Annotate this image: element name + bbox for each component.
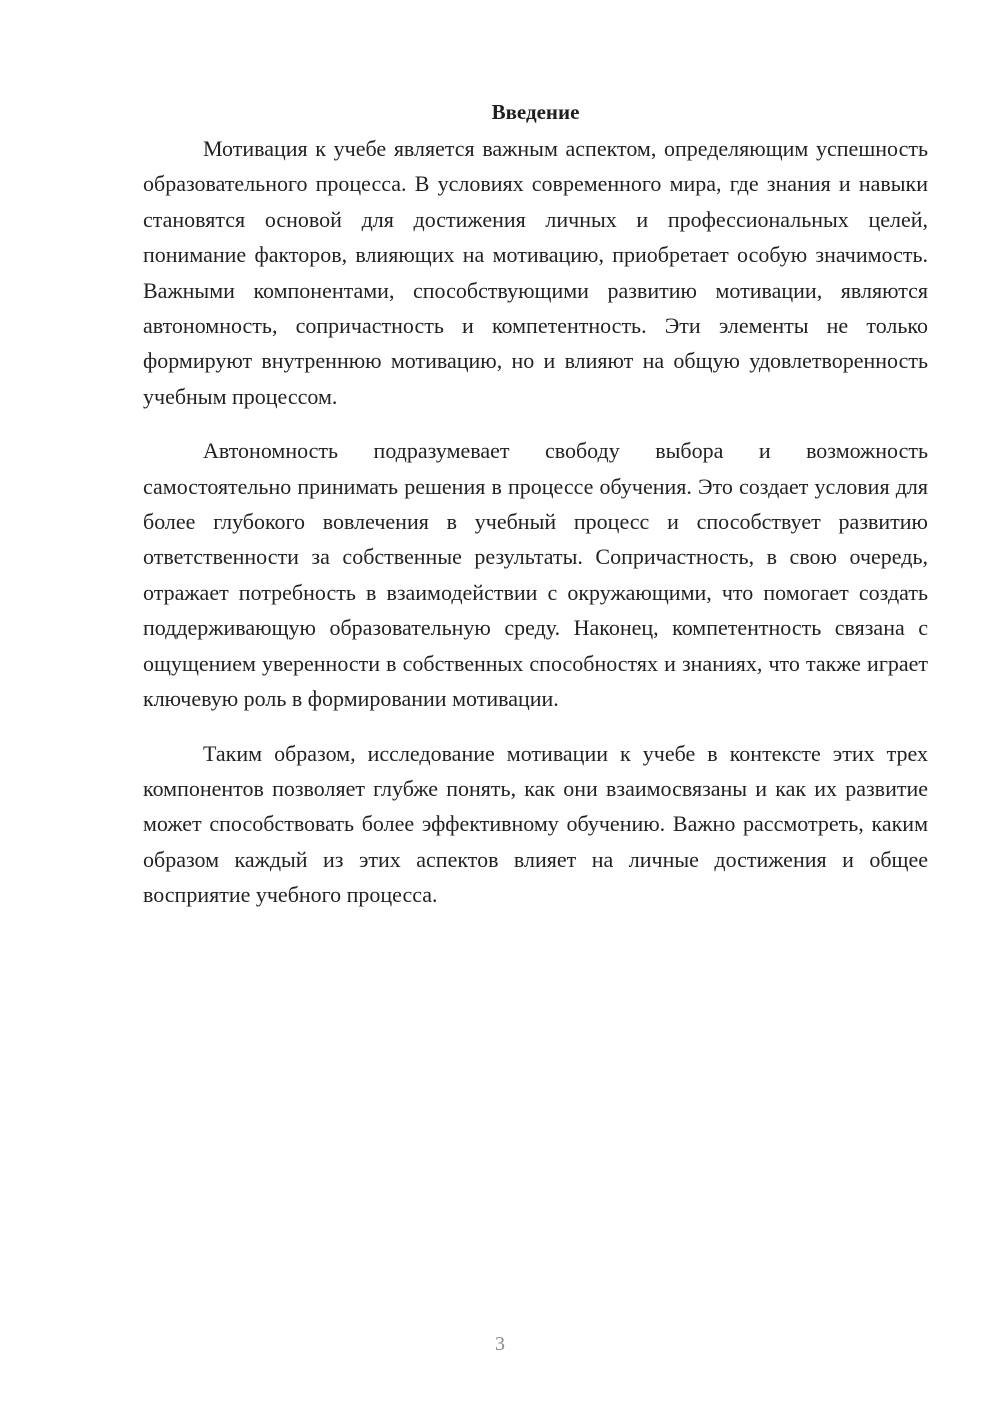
page-number: 3 bbox=[495, 1333, 505, 1355]
section-title: Введение bbox=[491, 100, 580, 124]
paragraph-2: Автономность подразумевает свободу выбора и возможность самостоятельно принимать решения в процессе обучения. Это создает условия для более глубокого вовлечения в учебный процесс и способствует развитию ответственности за собственные результаты. Сопричастность, в свою очередь, отражает потребность в взаимодействии с окружающими, что помогает создать поддерживающую образовательную среду. Наконец, компетентность связана с ощущением уверенности в собственных способностях и знаниях, что также играет ключевую роль в формировании мотивации. bbox=[143, 438, 928, 712]
paragraph-1: Мотивация к учебе является важным аспектом, определяющим успешность образовательного процесса. В условиях современного мира, где знания и навыки становятся основой для достижения личных и профессиональных целей, понимание факторов, влияющих на мотивацию, приобретает особую значимость. Важными компонентами, способствующими развитию мотивации, являются автономность, сопричастность и компетентность. Эти элементы не только формируют внутреннюю мотивацию, но и влияют на общую удовлетворенность учебным процессом. bbox=[143, 136, 928, 409]
page-content bbox=[143, 96, 928, 932]
paragraph-3: Таким образом, исследование мотивации к учебе в контексте этих трех компонентов позволяет глубже понять, как они взаимосвязаны и как их развитие может способствовать более эффективному обучению. Важно рассмотреть, каким образом каждый из этих аспектов влияет на личные достижения и общее восприятие учебного процесса. bbox=[143, 740, 928, 908]
